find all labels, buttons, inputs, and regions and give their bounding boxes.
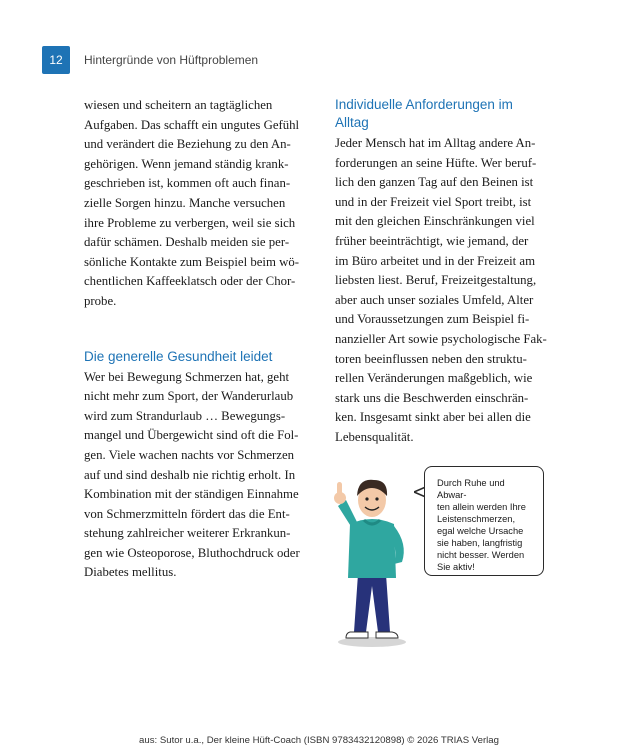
left-column (84, 96, 330, 583)
page-number-badge: 12 (42, 46, 70, 74)
intro-paragraph: wiesen und scheitern an tagtäglichen Aufgaben. Das schafft ein ungutes Gefühl und verändert die Beziehung zu den An- gehörigen. Wenn jemand ständig krank- geschrieben ist, kommen oft auch finan- zielle Sorgen hinzu. Manche versuchen ihre Probleme zu verbergen, weil sie sich dafür schämen. Deshalb meiden sie per- sönliche Kontakte zum Beispiel beim wö- chentlichen Kaffeeklatsch oder der Chor- probe. (84, 98, 300, 308)
individual-needs-paragraph: Jeder Mensch hat im Alltag andere An- forderungen an seine Hüfte. Wer beruf- lich den ganzen Tag auf den Beinen ist und in der Freizeit viel Sport treibt, ist mit den gleichen Einschränkungen viel früher beeinträchtigt, wie jemand, der im Büro arbeitet und in der Freizeit am liebsten liest. Beruf, Freizeitgestaltung, aber auch unser soziales Umfeld, Alter und Voraussetzungen zum Beispiel fi- nanzieller Art sowie psychologische Fak- toren beeinflussen neben den struktu- rellen Veränderungen maßgeblich, wie stark uns die Beschwerden einschrän- ken. Insgesamt sinkt aber bei allen die Lebensqualität. (335, 136, 547, 444)
page-header (42, 46, 258, 74)
running-title: Hintergründe von Hüftproblemen (84, 53, 259, 67)
right-column (335, 96, 571, 448)
speech-bubble: Durch Ruhe und Abwar- ten allein werden Ihre Leistenschmerzen, egal welche Ursache sie haben, langfristig nicht besser. Werden Sie aktiv! (424, 466, 544, 576)
section-heading-general-health: Die generelle Gesundheit leidet (84, 348, 273, 364)
general-health-paragraph: Wer bei Bewegung Schmerzen hat, geht nicht mehr zum Sport, der Wanderurlaub wird zum Strandurlaub … Bewegungs- mangel und Übergewicht sind oft die Fol- gen. Viele wachen nachts vor Schmerzen auf und sind deshalb nie richtig erholt. In Kombination mit der ständigen Einnahme von Schmerzmitteln fördert das die Ent- stehung zahlreicher weiterer Erkrankun- gen wie Osteoporose, Bluthochdruck oder Diabetes mellitus. (84, 369, 300, 580)
coach-illustration (320, 466, 550, 648)
section-heading-individual-needs: Individuelle Anforderungen im Alltag (335, 97, 513, 130)
footer-credit: aus: Sutor u.a., Der kleine Hüft-Coach (ISBN 9783432120898) © 2026 TRIAS Verlag (139, 735, 499, 746)
